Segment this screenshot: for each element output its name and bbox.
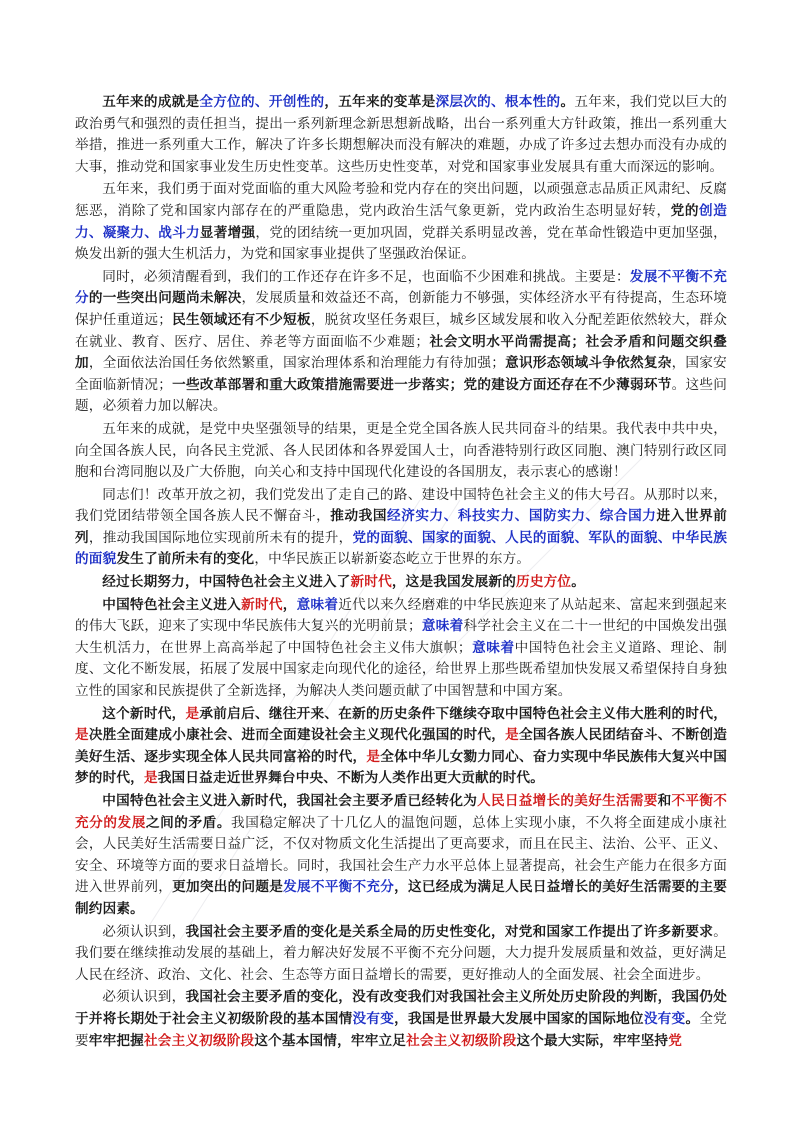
text-run: 历史方位 (516, 574, 572, 591)
text-run: 创造力、凝聚力、战斗力 (75, 202, 727, 241)
paragraph-9 (75, 791, 727, 921)
text-run: 新时代 (241, 596, 283, 613)
text-run: 深层次的、根本性的 (435, 94, 561, 110)
paragraph-1 (75, 92, 727, 178)
text-run: ，推动我国国际地位实现前所未有的提升， (88, 529, 353, 546)
text-run: 是 (143, 770, 158, 787)
text-run: 党的面貌、国家的面貌、人民的面貌、军队的面貌、中华民族的面貌 (75, 529, 727, 568)
text-run: ，国家安全面临新情况； (75, 355, 727, 393)
document-page (75, 92, 727, 1053)
text-run: 不平衡不充分的发展 (75, 793, 727, 831)
text-run: 同时，必须清醒看到，我们的工作还存在许多不足，也面临不少困难和挑战。主要是： (102, 268, 630, 285)
paragraph-11 (75, 987, 727, 1052)
text-run: 意味着 (471, 639, 515, 656)
text-run: 同志们！改革开放之初，我们党发出了走自己的路、建设中国特色社会主义的伟大号召。从那时以来，我们党团结带领全国各族人民不懈奋斗， (75, 486, 727, 525)
text-run: 之间的矛盾。 (145, 814, 232, 831)
text-run: ，我国是世界最大发展中国家的国际地位 (394, 1010, 644, 1027)
text-run: 民生领域还有不少短板 (172, 311, 311, 328)
text-run: 。这些问题，必须着力加以解决。 (75, 376, 727, 415)
paragraph-2 (75, 179, 727, 265)
text-run: 没有变 (643, 1010, 686, 1027)
text-run: 发生了前所未有的变化 (116, 551, 255, 568)
paragraph-10 (75, 922, 727, 987)
text-run: 必须认识到， (102, 923, 186, 940)
paragraph-8 (75, 704, 727, 790)
text-run: 经济实力、科技实力、国防实力、综合国力 (387, 508, 657, 525)
text-run: 五年来，我们党以巨大的政治勇气和强烈的责任担当，提出一系列新理念新思想新战略，出台一系列重大方针政策，推出一系列重大举措，推进一系列重大工作，解决了许多长期想解决而没有解决的难题，办成了许多过去想办而没有办成的大事，推动党和国家事业发生历史性变革。这些历史性变革，对党和国家事业发展具有重大而深远的影响。 (75, 94, 727, 175)
text-run: 我国社会主要矛盾的变化是关系全局的历史性变化，对党和国家工作提出了许多新要求 (185, 923, 714, 940)
text-run: 和 (657, 793, 672, 809)
text-run: 中国特色社会主义进入 (102, 596, 242, 613)
text-run: ，五年来的变革是 (324, 94, 436, 110)
text-run: 牢牢把握 (88, 1032, 144, 1049)
text-run: 一些改革部署和重大政策措施需要进一步落实；党的建设方面还存在不少薄弱环节 (172, 376, 672, 393)
text-run: 全方位的、开创性的 (199, 94, 325, 110)
text-run: 中国特色社会主义进入新时代，我国社会主要矛盾已经转化为 (102, 793, 478, 809)
text-run: ，发展质量和效益还不高，创新能力不够强，实体经济水平有待提高，生态环境保护任重道远； (75, 290, 728, 328)
text-run: 全国各族人民团结奋斗、不断创造美好生活、逐步实现全体人民共同富裕的时代， (75, 727, 727, 765)
text-run: 社会主义初级阶段 (406, 1032, 517, 1049)
text-run: 科学社会主义在二十一世纪的中国焕发出强大生机活力，在世界上高高举起了中国特色社会主义伟大旗帜； (75, 618, 727, 656)
text-run: 这个基本国情， (254, 1032, 351, 1049)
text-run: ，这已经成为满足人民日益增长的美好生活需要的主要制约因素。 (75, 879, 728, 917)
text-run: 社会文明水平尚需提高；社会矛盾和问题交织叠加 (75, 333, 727, 372)
text-run: 承前启后、继往开来、在新的历史条件下继续夺取中国特色社会主义伟大胜利的时代， (199, 705, 727, 722)
text-run: 是 (75, 727, 89, 744)
text-run: 牢牢坚持 (613, 1032, 669, 1049)
text-run: 近代以来久经磨难的中华民族迎来了从站起来、富起来到强起来的伟大飞跃，迎来了实现中华民族伟大复兴的光明前景； (75, 596, 728, 635)
text-run: 五年来的成就是 (102, 94, 200, 110)
text-run: 全党要 (75, 1010, 727, 1049)
paragraph-7 (75, 595, 727, 703)
text-run: ，中华民族正以崭新姿态屹立于世界的东方。 (254, 551, 531, 568)
text-run: ，党的团结统一更加巩固，党群关系明显改善，党在革命性锻造中更加坚强，焕发出新的强大生机活力，为党和国家事业提供了坚强政治保证。 (75, 224, 727, 263)
text-run: 中国特色社会主义道路、理论、制度、文化不断发展，拓展了发展中国家走向现代化的途径，给世界上那些既希望加快发展又希望保持自身独立性的国家和民族提供了全新选择，为解决人类问题贡献了中国智慧和中国方案。 (75, 639, 727, 700)
text-run: 。 (571, 574, 586, 591)
text-run: 发展不平衡不充分 (283, 879, 395, 896)
text-run: 发展不平衡不充分 (75, 268, 727, 307)
paragraph-3 (75, 267, 727, 418)
text-run: 牢牢立足 (350, 1032, 407, 1049)
text-run: 我国稳定解决了十几亿人的温饱问题，总体上实现小康，不久将全面建成小康社会，人民美好生活需要日益广泛，不仅对物质文化生活提出了更高要求，而且在民主、法治、公平、正义、安全、环境等方面的要求日益增长。同时，我国社会生产力水平总体上显著提高，社会生产能力在很多方面进入世界前列， (75, 814, 728, 896)
paragraph-5 (75, 485, 727, 571)
text-run: 。 (685, 1010, 700, 1027)
text-run: 社会主义初级阶段 (143, 1032, 255, 1049)
text-run: 五年来，我们勇于面对党面临的重大风险考验和党内存在的突出问题，以顽强意志品质正风肃纪、反腐惩恶，消除了党和国家内部存在的严重隐患，党内政治生活气象更新，党内政治生态明显好转， (75, 181, 727, 219)
text-run: 没有变 (352, 1010, 395, 1027)
text-run: 人民日益增长的美好生活需要 (477, 793, 658, 809)
text-run: 是 (185, 705, 200, 722)
text-run: ，这是我国发展新的 (391, 574, 517, 591)
text-run: 这个新时代， (102, 705, 186, 722)
text-run: 的一些突出问题尚未解决 (88, 290, 242, 307)
text-run: ， (282, 596, 297, 613)
text-run: 这个最大实际， (516, 1032, 614, 1049)
text-run: 必须认识到， (102, 989, 186, 1006)
text-run: 显著增强 (199, 224, 256, 241)
text-run: 更加突出的问题是 (172, 879, 284, 896)
text-run: 意识形态领域斗争依然复杂 (505, 355, 672, 372)
text-run: 意味着 (296, 596, 339, 613)
text-run: 是 (505, 727, 519, 744)
text-run: 全体中华儿女勠力同心、奋力实现中华民族伟大复兴中国梦的时代， (75, 748, 728, 787)
text-run: 推动我国 (330, 508, 388, 525)
paragraph-4 (75, 419, 727, 484)
text-run: 五年来的成就，是党中央坚强领导的结果，更是全党全国各族人民共同奋斗的结果。我代表中共中央，向全国各族人民，向各民主党派、各人民团体和各界爱国人士，向香港特别行政区同胞、澳门特别行政区同胞和台湾同胞以及广大侨胞，向关心和支持中国现代化建设的各国朋友，表示衷心的感谢！ (75, 420, 727, 481)
text-run: 我国社会主要矛盾的变化，没有改变我们对我国社会主义所处历史阶段的判断，我国仍处于并将长期处于社会主义初级阶段的基本国情 (75, 989, 728, 1027)
text-run: 决胜全面建成小康社会、进而全面建设社会主义现代化强国的时代， (88, 727, 506, 744)
paragraph-6 (75, 572, 727, 594)
text-run: 新时代 (350, 574, 392, 591)
text-run: 我国日益走近世界舞台中央、不断为人类作出更大贡献的时代。 (157, 770, 544, 787)
text-run: 是 (366, 748, 381, 765)
text-run: ，全面依法治国任务依然繁重，国家治理体系和治理能力有待加强； (88, 355, 505, 372)
text-run: 进入世界前列 (75, 508, 727, 546)
text-run: 党 (668, 1032, 682, 1049)
text-run: ，脱贫攻坚任务艰巨，城乡区域发展和收入分配差距依然较大，群众在就业、教育、医疗、居住、养老等方面面临不少难题； (75, 311, 728, 350)
text-run: 。 (560, 94, 575, 110)
text-run: 经过长期努力，中国特色社会主义进入了 (102, 574, 351, 591)
text-run: 意味着 (421, 618, 464, 635)
text-run: 。我们要在继续推动发展的基础上，着力解决好发展不平衡不充分问题，大力提升发展质量和效益，更好满足人民在经济、政治、文化、社会、生态等方面日益增长的需要，更好推动人的全面发展、社会全面进步。 (75, 923, 727, 983)
text-run: 党的 (670, 202, 700, 219)
